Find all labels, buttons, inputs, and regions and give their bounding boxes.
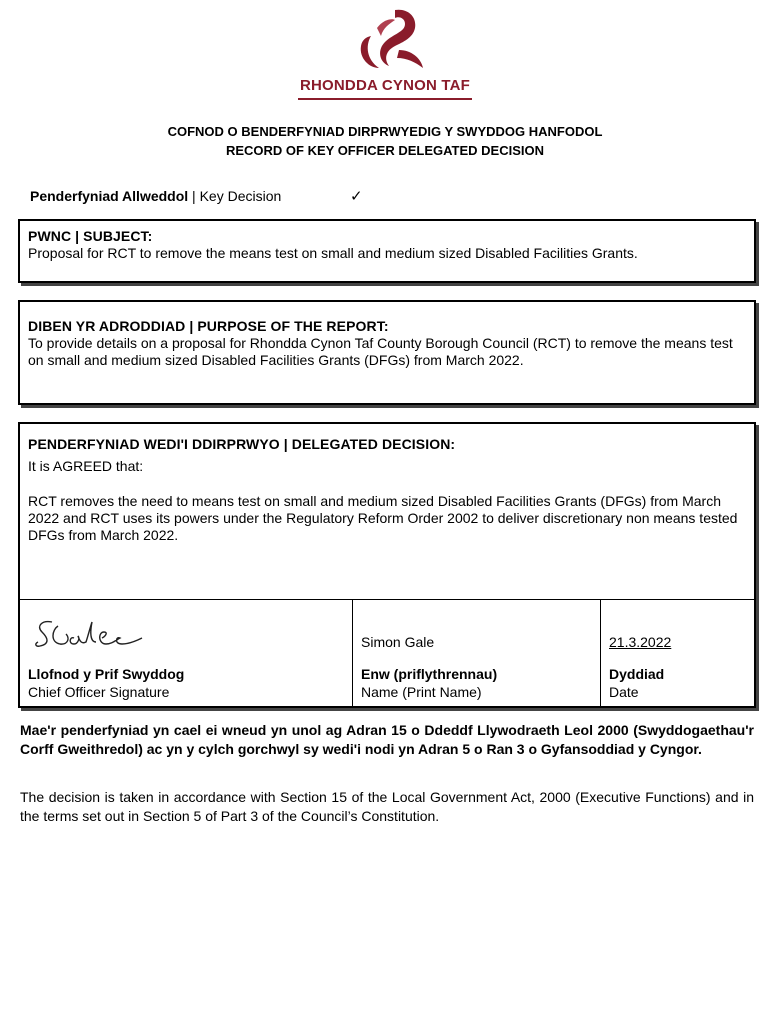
purpose-box <box>18 300 756 405</box>
key-decision-check-icon: ✓ <box>350 188 363 205</box>
subject-box <box>18 219 756 283</box>
decision-intro: It is AGREED that: <box>28 458 144 474</box>
subject-text: Proposal for RCT to remove the means test on small and medium sized Disabled Facilities Grants. <box>28 245 638 261</box>
decision-date: 21.3.2022 <box>609 634 672 650</box>
purpose-heading: DIBEN YR ADRODDIAD | PURPOSE OF THE REPORT: <box>28 318 389 334</box>
dragon-logo-icon <box>325 6 445 76</box>
signature-label-english: Chief Officer Signature <box>28 684 170 700</box>
signature-row <box>20 599 754 706</box>
footer-welsh-statement: Mae'r penderfyniad yn cael ei wneud yn unol ag Adran 15 o Ddeddf Llywodraeth Leol 2000 (Swyddogaethau'r Corff Gweithredol) ac yn y cylch gorchwyl sy wedi'i nodi yn Adran 5 o Ran 3 o Gyfansoddiad y Cyngor. <box>20 722 754 757</box>
purpose-text: To provide details on a proposal for Rhondda Cynon Taf County Borough Council (RCT) to remove the means test on small and medium sized Disabled Facilities Grants (DFGs) from March 2022. <box>28 335 733 368</box>
key-decision-separator: | <box>188 188 200 204</box>
date-cell <box>601 600 754 706</box>
key-decision-welsh: Penderfyniad Allweddol <box>30 188 189 204</box>
name-cell <box>353 600 601 706</box>
date-label-welsh: Dyddiad <box>609 666 665 682</box>
logo-text: RHONDDA CYNON TAF <box>299 77 471 94</box>
council-logo <box>280 6 490 106</box>
key-decision-english: Key Decision <box>199 188 282 204</box>
signature-cell <box>20 600 353 706</box>
key-decision-label <box>30 188 281 204</box>
title-welsh: COFNOD O BENDERFYNIAD DIRPRWYEDIG Y SWYDDOG HANFODOL <box>167 124 603 139</box>
subject-heading: PWNC | SUBJECT: <box>28 228 153 244</box>
decision-box <box>18 422 756 708</box>
footer-english-statement: The decision is taken in accordance with Section 15 of the Local Government Act, 2000 (Executive Functions) and in the terms set out in Section 5 of Part 3 of the Council’s Constitution. <box>20 789 754 824</box>
decision-heading: PENDERFYNIAD WEDI'I DDIRPRWYO | DELEGATED DECISION: <box>28 436 456 452</box>
document-title <box>0 122 770 160</box>
logo-underline <box>298 98 472 100</box>
decision-text: RCT removes the need to means test on small and medium sized Disabled Facilities Grants (DFGs) from March 2022 and RCT uses its powers under the Regulatory Reform Order 2002 to deliver discretionary non means tested DFGs from March 2022. <box>28 493 738 543</box>
title-english: RECORD OF KEY OFFICER DELEGATED DECISION <box>225 143 545 158</box>
signature-label-welsh: Llofnod y Prif Swyddog <box>28 666 185 682</box>
date-label-english: Date <box>609 684 639 700</box>
name-label-welsh: Enw (priflythrennau) <box>361 666 498 682</box>
officer-name: Simon Gale <box>361 634 435 650</box>
handwritten-signature <box>30 614 150 654</box>
name-label-english: Name (Print Name) <box>361 684 482 700</box>
